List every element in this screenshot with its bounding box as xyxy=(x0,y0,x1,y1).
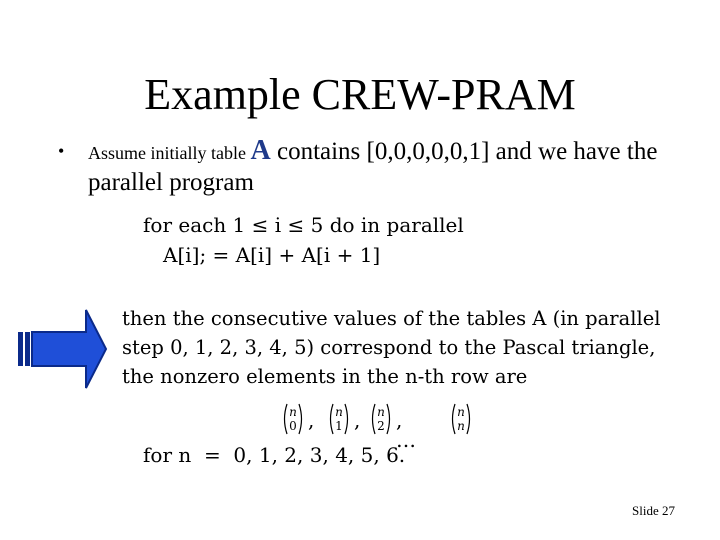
binomial-n-0: n 0 xyxy=(282,402,304,436)
code-line-1: for each 1 ≤ i ≤ 5 do in parallel xyxy=(143,213,464,237)
binomial-separator: , xyxy=(354,408,361,432)
binomial-n-2: n 2 xyxy=(370,402,392,436)
for-n-values: for n = 0, 1, 2, 3, 4, 5, 6. xyxy=(143,443,406,467)
pascal-paragraph: then the consecutive values of the tables A (in parallel step 0, 1, 2, 3, 4, 5) correspond to the Pascal triangle, the nonzero elements in the n-th row are xyxy=(122,307,661,388)
bullet-text xyxy=(88,136,698,198)
binomial-n-n: n n xyxy=(450,402,472,436)
binomial-separator: , xyxy=(308,408,315,432)
bullet-marker: • xyxy=(58,141,65,161)
right-arrow-icon xyxy=(16,308,108,390)
code-line-2: A[i]; = A[i] + A[i + 1] xyxy=(163,243,381,267)
bullet-contains: contains [0,0,0,0,0,1] and we have the parallel program xyxy=(88,138,658,196)
slide-title: Example CREW-PRAM xyxy=(144,70,576,119)
binomial-n-1: n 1 xyxy=(328,402,350,436)
bullet-intro: Assume initially table xyxy=(88,143,251,163)
table-name: A xyxy=(250,135,271,166)
parallel-program xyxy=(143,210,464,270)
binomial-separator: , … xyxy=(396,408,416,452)
slide-number: Slide 27 xyxy=(632,503,675,518)
